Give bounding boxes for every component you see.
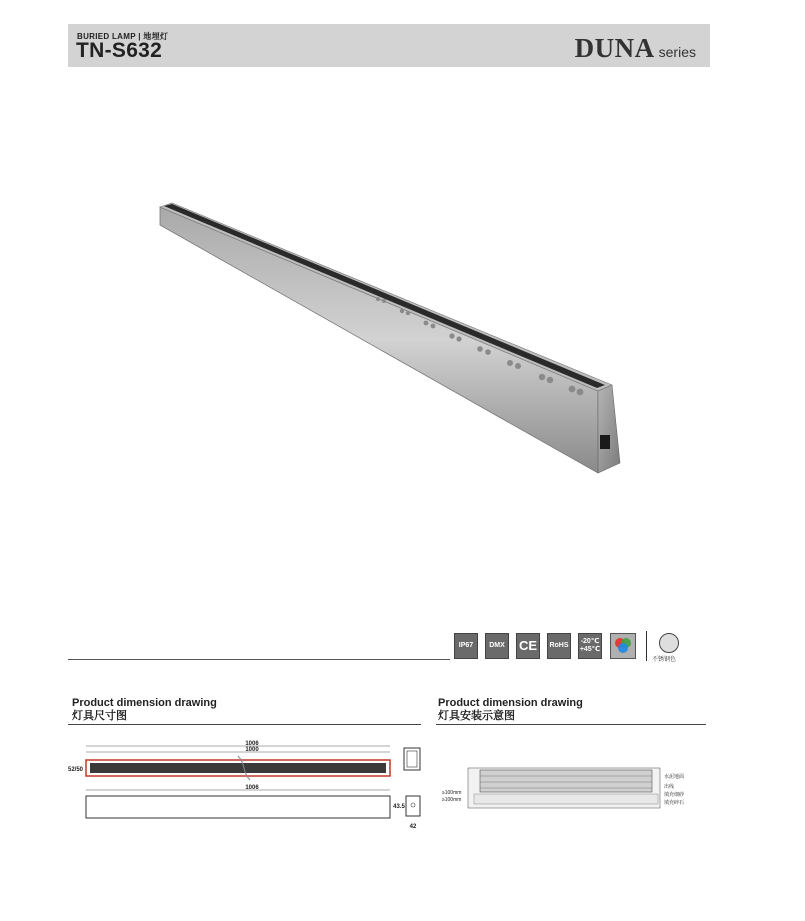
installation-drawing [440,764,692,814]
installation-title-cn: 灯具安装示意图 [438,710,515,722]
product-photo [150,195,630,485]
dmx-icon [485,633,509,659]
dimension-title-cn: 灯具尺寸图 [72,710,127,722]
installation-title-rule [436,724,706,725]
dimension-drawing [66,738,438,834]
temp-max: +45℃ [579,646,601,653]
header-bar [68,24,710,67]
width-label: 42 [409,824,417,830]
rohs-icon [547,633,571,659]
dimension-title-rule [68,724,421,725]
installation-section-title [438,697,583,723]
dmx-label: DMX [489,642,505,649]
ce-label: CE [518,638,538,653]
bottom-length-label: 1006 [245,785,259,791]
brand-name: DUNA [574,33,655,63]
temperature-icon [578,633,602,659]
install-label-cement: 水泥地面 [664,774,685,780]
ip67-icon [454,633,478,659]
inner-length-label: 1000 [245,747,259,753]
ce-icon [516,633,540,659]
rgb-dots-icon [611,634,635,658]
finish-label: 不锈钢色 [652,657,677,663]
product-category: BURIED LAMP | 地埋灯 [77,32,169,41]
dimension-section-title [72,697,217,723]
brand-suffix: series [658,44,696,60]
section-divider [68,659,450,660]
install-label-sand: 填充细砂 [664,792,685,798]
model-number: TN-S632 [76,39,163,62]
install-label-outlet: 出线 [664,784,675,790]
installation-title-en: Product dimension drawing [438,697,583,709]
overall-length-label: 1006 [245,741,259,747]
install-gap-top: ≥100mm [442,790,462,796]
height-label: 43.5 [393,804,405,810]
install-label-gravel: 填充碎石 [664,800,685,806]
cert-separator [646,631,647,661]
dimension-title-en: Product dimension drawing [72,697,217,709]
ip67-label: IP67 [458,642,474,649]
series-brand [575,33,696,64]
side-dimension-label: 52/50 [68,767,84,773]
rgb-color-icon [610,633,636,659]
install-gap-bottom: ≥100mm [442,797,462,803]
rohs-label: RoHS [549,642,569,649]
temp-min: -20℃ [580,638,600,645]
finish-swatch-icon [659,633,679,653]
